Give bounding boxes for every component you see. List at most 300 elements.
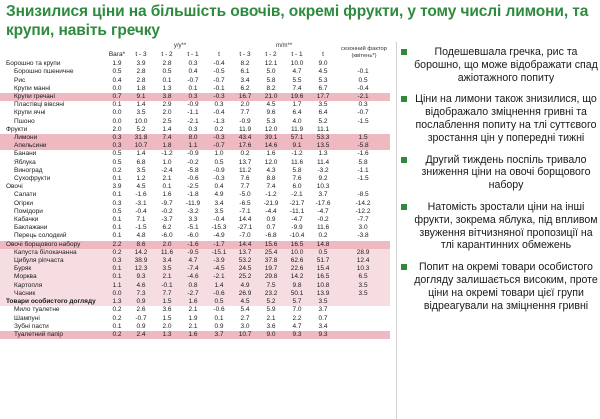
row-mm-value: -0.2 bbox=[317, 216, 329, 224]
row-label: Крупи ячні bbox=[14, 109, 46, 117]
row-mm-value: -6.8 bbox=[265, 232, 277, 240]
row-yy-value: 1.9 bbox=[188, 314, 198, 322]
row-mm-value: 5.4 bbox=[240, 306, 250, 314]
table-row bbox=[0, 208, 390, 216]
row-mm-value: 9.6 bbox=[266, 109, 276, 117]
row-label: Перець солодкий bbox=[14, 232, 67, 240]
row-yy-value: -6.0 bbox=[161, 232, 173, 240]
row-season-factor bbox=[336, 126, 390, 134]
row-mm-value: 53.3 bbox=[310, 134, 336, 142]
row-yy-value: 8.6 bbox=[128, 241, 154, 249]
row-mm-value: -2.1 bbox=[291, 191, 303, 199]
row-weight: 0.1 bbox=[112, 224, 122, 232]
table-row bbox=[0, 298, 390, 306]
row-yy-value: 2.8 bbox=[136, 76, 146, 84]
row-yy-value: 2.1 bbox=[154, 273, 180, 281]
row-mm-value: 50.1 bbox=[284, 290, 310, 298]
row-yy-value: -6.0 bbox=[187, 232, 199, 240]
column-divider bbox=[396, 42, 397, 419]
row-yy-value: 3.7 bbox=[206, 331, 232, 339]
row-yy-value: 11.6 bbox=[154, 249, 180, 257]
row-mm-value: 17.7 bbox=[310, 93, 336, 101]
row-season-factor bbox=[336, 323, 390, 331]
row-yy-value: 3.6 bbox=[162, 306, 172, 314]
row-yy-value: -1.8 bbox=[187, 191, 199, 199]
row-mm-value: -27.1 bbox=[237, 224, 253, 232]
table-row bbox=[0, 68, 390, 76]
table-row bbox=[0, 167, 390, 175]
row-yy-value: 0.3 bbox=[188, 125, 198, 133]
row-mm-value: 6.2 bbox=[240, 84, 250, 92]
row-weight: 0.1 bbox=[112, 322, 122, 330]
col-header-yy-t2: t - 2 bbox=[161, 51, 173, 59]
row-mm-value: 16.5 bbox=[310, 273, 336, 281]
row-yy-value: -0.9 bbox=[187, 150, 199, 158]
row-weight: 0.1 bbox=[106, 273, 128, 281]
col-header-weight: Вага* bbox=[108, 51, 126, 59]
row-mm-value: 9.3 bbox=[284, 331, 310, 339]
row-yy-value: 0.5 bbox=[214, 158, 224, 166]
row-mm-value: 5.5 bbox=[292, 76, 302, 84]
row-yy-value: -0.6 bbox=[213, 306, 225, 314]
row-weight: 0.5 bbox=[112, 207, 122, 215]
row-yy-value: -1.5 bbox=[135, 224, 147, 232]
row-label: Борошно та крупи bbox=[6, 60, 61, 68]
row-mm-value: 5.2 bbox=[318, 117, 328, 125]
row-mm-value: 2.1 bbox=[266, 314, 276, 322]
row-weight: 3.9 bbox=[112, 183, 122, 191]
row-mm-value: 4.3 bbox=[266, 166, 276, 174]
row-mm-value: 4.7 bbox=[292, 322, 302, 330]
row-yy-value: 3.5 bbox=[214, 207, 224, 215]
row-mm-value: 8.2 bbox=[266, 84, 276, 92]
row-mm-value: 13.7 bbox=[232, 249, 258, 257]
row-mm-value: 11.9 bbox=[238, 125, 252, 133]
row-label: Баклажани bbox=[14, 224, 48, 232]
row-season-factor: 0.3 bbox=[358, 101, 368, 109]
row-season-factor bbox=[336, 60, 390, 68]
row-season-factor: -2.1 bbox=[336, 93, 390, 101]
row-yy-value: 2.8 bbox=[136, 68, 146, 76]
table-row bbox=[0, 77, 390, 85]
row-yy-value: 3.3 bbox=[188, 216, 198, 224]
row-yy-value: -0.6 bbox=[206, 290, 232, 298]
row-yy-value: 0.1 bbox=[214, 314, 224, 322]
row-yy-value: 0.9 bbox=[128, 298, 154, 306]
row-yy-value: 3.5 bbox=[136, 109, 146, 117]
row-yy-value: 3.5 bbox=[154, 265, 180, 273]
row-yy-value: 10.7 bbox=[128, 142, 154, 150]
row-label: Крупи гречані bbox=[0, 93, 106, 101]
row-weight: 2.2 bbox=[106, 241, 128, 249]
row-weight: 0.3 bbox=[106, 134, 128, 142]
row-yy-value: -0.9 bbox=[187, 101, 199, 109]
row-mm-value: 13.5 bbox=[310, 142, 336, 150]
row-mm-value: 43.4 bbox=[232, 134, 258, 142]
table-row bbox=[0, 93, 390, 101]
price-table bbox=[0, 42, 390, 339]
row-yy-value: -0.4 bbox=[213, 216, 225, 224]
row-season-factor: 12.4 bbox=[336, 257, 390, 265]
row-yy-value: -9.7 bbox=[161, 199, 173, 207]
row-mm-value: 1.7 bbox=[292, 101, 302, 109]
row-mm-value: 0.5 bbox=[310, 249, 336, 257]
row-season-factor: 3.5 bbox=[336, 290, 390, 298]
row-mm-value: 0.9 bbox=[266, 216, 276, 224]
row-yy-value: 6.8 bbox=[136, 158, 146, 166]
table-row bbox=[0, 60, 390, 68]
table-row bbox=[0, 257, 390, 265]
row-mm-value: 12.0 bbox=[264, 158, 278, 166]
row-label: Виноград bbox=[14, 166, 43, 174]
row-mm-value: 12.1 bbox=[264, 60, 278, 68]
row-mm-value: -11.1 bbox=[289, 207, 305, 215]
row-yy-value: -4.6 bbox=[180, 273, 206, 281]
row-label: Цибуля ріпчаста bbox=[0, 257, 106, 265]
row-yy-value: -3.2 bbox=[187, 207, 199, 215]
row-yy-value: 0.4 bbox=[214, 183, 224, 191]
row-label: Кабачки bbox=[14, 216, 39, 224]
row-mm-value: 4.0 bbox=[292, 117, 302, 125]
row-mm-value: 7.6 bbox=[292, 175, 302, 183]
row-yy-value: 2.0 bbox=[154, 241, 180, 249]
row-mm-value: -5.0 bbox=[239, 191, 251, 199]
price-table-body bbox=[0, 42, 390, 339]
table-row bbox=[0, 159, 390, 167]
row-label: Банани bbox=[14, 150, 37, 158]
row-mm-value: 2.7 bbox=[240, 314, 250, 322]
season-factor-header: сезонний фактор (квітень*) bbox=[341, 46, 387, 59]
row-label: Картопля bbox=[0, 282, 106, 290]
row-label: Апельсини bbox=[0, 142, 106, 150]
row-season-factor: -7.7 bbox=[357, 216, 369, 224]
row-weight: 0.1 bbox=[112, 191, 122, 199]
row-yy-value: 1.2 bbox=[136, 175, 146, 183]
row-mm-value: 53.2 bbox=[232, 257, 258, 265]
row-yy-value: 1.4 bbox=[136, 150, 146, 158]
row-mm-value: 9.1 bbox=[284, 142, 310, 150]
row-mm-value: 2.2 bbox=[292, 314, 302, 322]
row-weight: 0.3 bbox=[106, 142, 128, 150]
row-mm-value: 4.9 bbox=[232, 282, 258, 290]
row-weight: 0.2 bbox=[112, 314, 122, 322]
row-yy-value: 1.6 bbox=[162, 191, 172, 199]
col-header-mm-t3: t - 3 bbox=[239, 51, 251, 59]
row-mm-value: -0.9 bbox=[239, 117, 251, 125]
group-header-mm: m/m** bbox=[275, 43, 293, 49]
row-yy-value: 9.1 bbox=[128, 93, 154, 101]
row-mm-value: -6.5 bbox=[239, 199, 251, 207]
row-label: Буряк bbox=[0, 265, 106, 273]
row-season-factor: -5.8 bbox=[336, 142, 390, 150]
row-yy-value: 0.1 bbox=[162, 76, 172, 84]
row-yy-value: -11.9 bbox=[185, 199, 201, 207]
row-mm-value: 12.0 bbox=[264, 125, 278, 133]
row-yy-value: 1.6 bbox=[180, 331, 206, 339]
row-mm-value: 5.7 bbox=[284, 298, 310, 306]
row-weight: 0.1 bbox=[112, 101, 122, 109]
row-yy-value: 0.9 bbox=[136, 322, 146, 330]
row-weight: 0.1 bbox=[112, 232, 122, 240]
row-yy-value: 0.5 bbox=[162, 68, 172, 76]
row-mm-value: 19.7 bbox=[258, 265, 284, 273]
row-mm-value: 10.3 bbox=[316, 183, 330, 191]
row-mm-value: 23.2 bbox=[258, 290, 284, 298]
row-mm-value: 11.1 bbox=[316, 125, 330, 133]
row-weight: 0.2 bbox=[112, 166, 122, 174]
row-mm-value: -10.4 bbox=[289, 232, 305, 240]
row-weight: 0.0 bbox=[112, 84, 122, 92]
row-yy-value: 3.8 bbox=[154, 93, 180, 101]
row-yy-value: 0.9 bbox=[214, 322, 224, 330]
green-square-bullet-icon bbox=[401, 49, 407, 55]
table-row bbox=[0, 331, 390, 339]
bullet-item bbox=[398, 93, 598, 144]
row-mm-value: 3.5 bbox=[318, 101, 328, 109]
row-label: Овочі борщового набору bbox=[0, 241, 106, 249]
table-row bbox=[0, 85, 390, 93]
row-yy-value: 2.1 bbox=[188, 306, 198, 314]
row-yy-value: 1.4 bbox=[206, 282, 232, 290]
row-yy-value: 9.3 bbox=[128, 273, 154, 281]
row-mm-value: -1.2 bbox=[265, 191, 277, 199]
row-season-factor: -3.8 bbox=[357, 232, 369, 240]
table-row bbox=[0, 224, 390, 232]
row-season-factor: -1.1 bbox=[357, 166, 369, 174]
row-mm-value: 3.4 bbox=[318, 322, 328, 330]
table-row bbox=[0, 290, 390, 298]
row-yy-value: 7.1 bbox=[136, 216, 146, 224]
row-yy-value: -1.1 bbox=[187, 109, 199, 117]
bullet-text: Подешевшала гречка, рис та борошно, що може відображати спад ажіотажного попиту bbox=[414, 46, 598, 84]
row-mm-value: -3.2 bbox=[317, 166, 329, 174]
row-weight: 0.3 bbox=[106, 257, 128, 265]
row-yy-value: 1.3 bbox=[154, 331, 180, 339]
row-yy-value: 4.9 bbox=[214, 191, 224, 199]
row-mm-value: 4.5 bbox=[232, 298, 258, 306]
row-mm-value: 29.8 bbox=[258, 273, 284, 281]
row-weight: 0.2 bbox=[112, 306, 122, 314]
row-yy-value: 1.5 bbox=[154, 298, 180, 306]
col-header-yy-t1: t - 1 bbox=[187, 51, 199, 59]
row-mm-value: 6.0 bbox=[292, 183, 302, 191]
row-season-factor: -8.5 bbox=[357, 191, 369, 199]
row-season-factor: -14.2 bbox=[355, 199, 371, 207]
row-yy-value: -2.5 bbox=[187, 183, 199, 191]
row-season-factor bbox=[336, 331, 390, 339]
table-column-header bbox=[0, 50, 390, 60]
row-yy-value: 2.8 bbox=[162, 60, 172, 68]
row-label: Туалетний папір bbox=[0, 331, 106, 339]
row-season-factor: 3.0 bbox=[358, 224, 368, 232]
row-mm-value: 0.2 bbox=[240, 150, 250, 158]
row-mm-value: -21.9 bbox=[263, 199, 279, 207]
row-season-factor: -0.4 bbox=[357, 84, 369, 92]
row-weight: 0.2 bbox=[106, 331, 128, 339]
row-yy-value: 14.2 bbox=[128, 249, 154, 257]
row-yy-value: -3.9 bbox=[206, 257, 232, 265]
row-season-factor: 5.8 bbox=[358, 158, 368, 166]
row-mm-value: 6.4 bbox=[292, 109, 302, 117]
row-yy-value: 10.0 bbox=[134, 117, 148, 125]
row-mm-value: 22.6 bbox=[284, 265, 310, 273]
row-yy-value: 7.7 bbox=[154, 290, 180, 298]
row-yy-value: -0.3 bbox=[213, 175, 225, 183]
row-mm-value: 10.0 bbox=[290, 60, 304, 68]
row-mm-value: 8.8 bbox=[266, 175, 276, 183]
row-yy-value: -1.6 bbox=[180, 241, 206, 249]
row-yy-value: -2.4 bbox=[161, 166, 173, 174]
row-weight: 0.5 bbox=[112, 158, 122, 166]
row-yy-value: -15.1 bbox=[206, 249, 232, 257]
row-season-factor: -12.2 bbox=[355, 207, 371, 215]
row-mm-value: 4.7 bbox=[292, 68, 302, 76]
bullet-item bbox=[398, 201, 598, 252]
row-yy-value: -3.7 bbox=[161, 216, 173, 224]
row-yy-value: -3.1 bbox=[135, 199, 147, 207]
row-yy-value: 2.4 bbox=[128, 331, 154, 339]
table-row bbox=[0, 126, 390, 134]
row-yy-value: 3.4 bbox=[154, 257, 180, 265]
row-yy-value: -0.4 bbox=[213, 60, 225, 68]
row-mm-value: 3.7 bbox=[318, 191, 328, 199]
row-season-factor: -0.1 bbox=[357, 68, 369, 76]
row-mm-value: 57.1 bbox=[284, 134, 310, 142]
row-mm-value: 7.6 bbox=[240, 175, 250, 183]
row-mm-value: 13.9 bbox=[310, 290, 336, 298]
bullet-text: Другий тиждень поспіль тривало зниження ціни на овочі борщового набору bbox=[421, 153, 591, 192]
row-yy-value: 4.6 bbox=[128, 282, 154, 290]
row-yy-value: -5.1 bbox=[187, 224, 199, 232]
green-square-bullet-icon bbox=[401, 157, 407, 163]
row-yy-value: 0.4 bbox=[188, 68, 198, 76]
row-season-factor: 6.5 bbox=[336, 273, 390, 281]
row-mm-value: 11.4 bbox=[316, 158, 330, 166]
row-mm-value: 16.7 bbox=[232, 93, 258, 101]
row-label: Часник bbox=[0, 290, 106, 298]
row-mm-value: 6.4 bbox=[318, 109, 328, 117]
row-yy-value: 3.9 bbox=[136, 60, 146, 68]
row-mm-value: 0.7 bbox=[318, 314, 328, 322]
row-yy-value: 4.7 bbox=[180, 257, 206, 265]
row-yy-value: 7.3 bbox=[128, 290, 154, 298]
table-row bbox=[0, 306, 390, 314]
row-mm-value: -1.2 bbox=[291, 150, 303, 158]
row-mm-value: 5.9 bbox=[266, 306, 276, 314]
row-mm-value: 14.4 bbox=[232, 241, 258, 249]
row-yy-value: -9.5 bbox=[180, 249, 206, 257]
group-header-yy: y/y** bbox=[173, 43, 187, 49]
bullet-text: Натомість зростали ціни на інші фрукти, зокрема яблука, під впливом звуження вітчизняної пропозиції на тлі карантинних обмежень bbox=[414, 200, 598, 252]
row-mm-value: 7.0 bbox=[292, 306, 302, 314]
row-mm-value: -4.7 bbox=[291, 216, 303, 224]
row-label: Салати bbox=[14, 191, 37, 199]
bullet-item bbox=[398, 154, 598, 192]
row-yy-value: 0.5 bbox=[206, 298, 232, 306]
row-mm-value: 16.5 bbox=[284, 241, 310, 249]
row-mm-value: 10.7 bbox=[232, 331, 258, 339]
row-mm-value: 37.8 bbox=[258, 257, 284, 265]
row-label: Овочі bbox=[6, 183, 23, 191]
row-weight: 0.1 bbox=[112, 175, 122, 183]
table-row bbox=[0, 142, 390, 150]
row-yy-value: -1.3 bbox=[213, 117, 225, 125]
row-mm-value: 11.2 bbox=[238, 166, 252, 174]
row-yy-value: 1.4 bbox=[136, 101, 146, 109]
row-yy-value: -15.3 bbox=[211, 224, 227, 232]
row-mm-value: 13.7 bbox=[238, 158, 252, 166]
green-square-bullet-icon bbox=[401, 96, 407, 102]
row-label: Пластівці вівсяні bbox=[14, 101, 65, 109]
row-label: Шампуні bbox=[14, 314, 40, 322]
row-yy-value: -2.7 bbox=[180, 290, 206, 298]
row-mm-value: 9.8 bbox=[284, 282, 310, 290]
row-yy-value: 1.0 bbox=[214, 150, 224, 158]
row-mm-value: 9.0 bbox=[318, 60, 328, 68]
row-label: Товари особистого догляду bbox=[0, 298, 106, 306]
bullet-list bbox=[398, 46, 598, 321]
row-weight: 0.0 bbox=[106, 290, 128, 298]
row-label: Борошно пшеничне bbox=[14, 68, 74, 76]
row-yy-value: -4.9 bbox=[213, 232, 225, 240]
row-yy-value: -0.7 bbox=[135, 314, 147, 322]
row-weight: 0.0 bbox=[112, 109, 122, 117]
row-mm-value: 19.6 bbox=[284, 93, 310, 101]
row-mm-value: 4.5 bbox=[266, 101, 276, 109]
row-mm-value: 5.2 bbox=[258, 298, 284, 306]
row-mm-value: 3.7 bbox=[318, 306, 328, 314]
row-yy-value: -0.2 bbox=[187, 158, 199, 166]
row-mm-value: 11.6 bbox=[290, 158, 304, 166]
row-season-factor: -1.6 bbox=[357, 150, 369, 158]
row-yy-value: -2.1 bbox=[187, 117, 199, 125]
row-yy-value: 1.8 bbox=[154, 142, 180, 150]
row-mm-value: 6.7 bbox=[318, 84, 328, 92]
row-weight: 0.1 bbox=[112, 216, 122, 224]
bullet-text: Попит на окремі товари особистого догляду залишається високим, проте ціни на окремі товари цієї групи відреагували на зміцнення гривні bbox=[414, 261, 598, 312]
row-yy-value: 3.4 bbox=[214, 199, 224, 207]
table-row bbox=[0, 109, 390, 117]
row-label: Фрукти bbox=[6, 125, 28, 133]
row-yy-value: 4.8 bbox=[136, 232, 146, 240]
table-group-header bbox=[0, 42, 390, 50]
row-season-factor bbox=[336, 241, 390, 249]
row-label: Капуста білокачанна bbox=[0, 249, 106, 257]
row-mm-value: 39.1 bbox=[258, 134, 284, 142]
table-row bbox=[0, 216, 390, 224]
bullet-item bbox=[398, 46, 598, 84]
row-yy-value: -0.7 bbox=[206, 142, 232, 150]
table-row bbox=[0, 101, 390, 109]
row-season-factor bbox=[336, 315, 390, 323]
row-season-factor: 0.5 bbox=[358, 76, 368, 84]
row-mm-value: 15.6 bbox=[258, 241, 284, 249]
table-row bbox=[0, 134, 390, 142]
row-yy-value: 2.0 bbox=[162, 109, 172, 117]
row-yy-value: -0.4 bbox=[135, 207, 147, 215]
slide-title: Знизилися ціни на більшість овочів, окремі фрукти, у тому числі лимони, та крупи, навіть гречку bbox=[6, 3, 589, 39]
row-mm-value: 8.2 bbox=[240, 60, 250, 68]
row-mm-value: 5.0 bbox=[266, 68, 276, 76]
table-row bbox=[0, 273, 390, 281]
row-yy-value: 0.8 bbox=[180, 282, 206, 290]
table-row bbox=[0, 232, 390, 240]
row-yy-value: -1.6 bbox=[135, 191, 147, 199]
row-label: Яблука bbox=[14, 158, 36, 166]
col-header-mm-t1: t - 1 bbox=[291, 51, 303, 59]
row-yy-value: 2.1 bbox=[162, 175, 172, 183]
row-mm-value: 5.3 bbox=[318, 76, 328, 84]
